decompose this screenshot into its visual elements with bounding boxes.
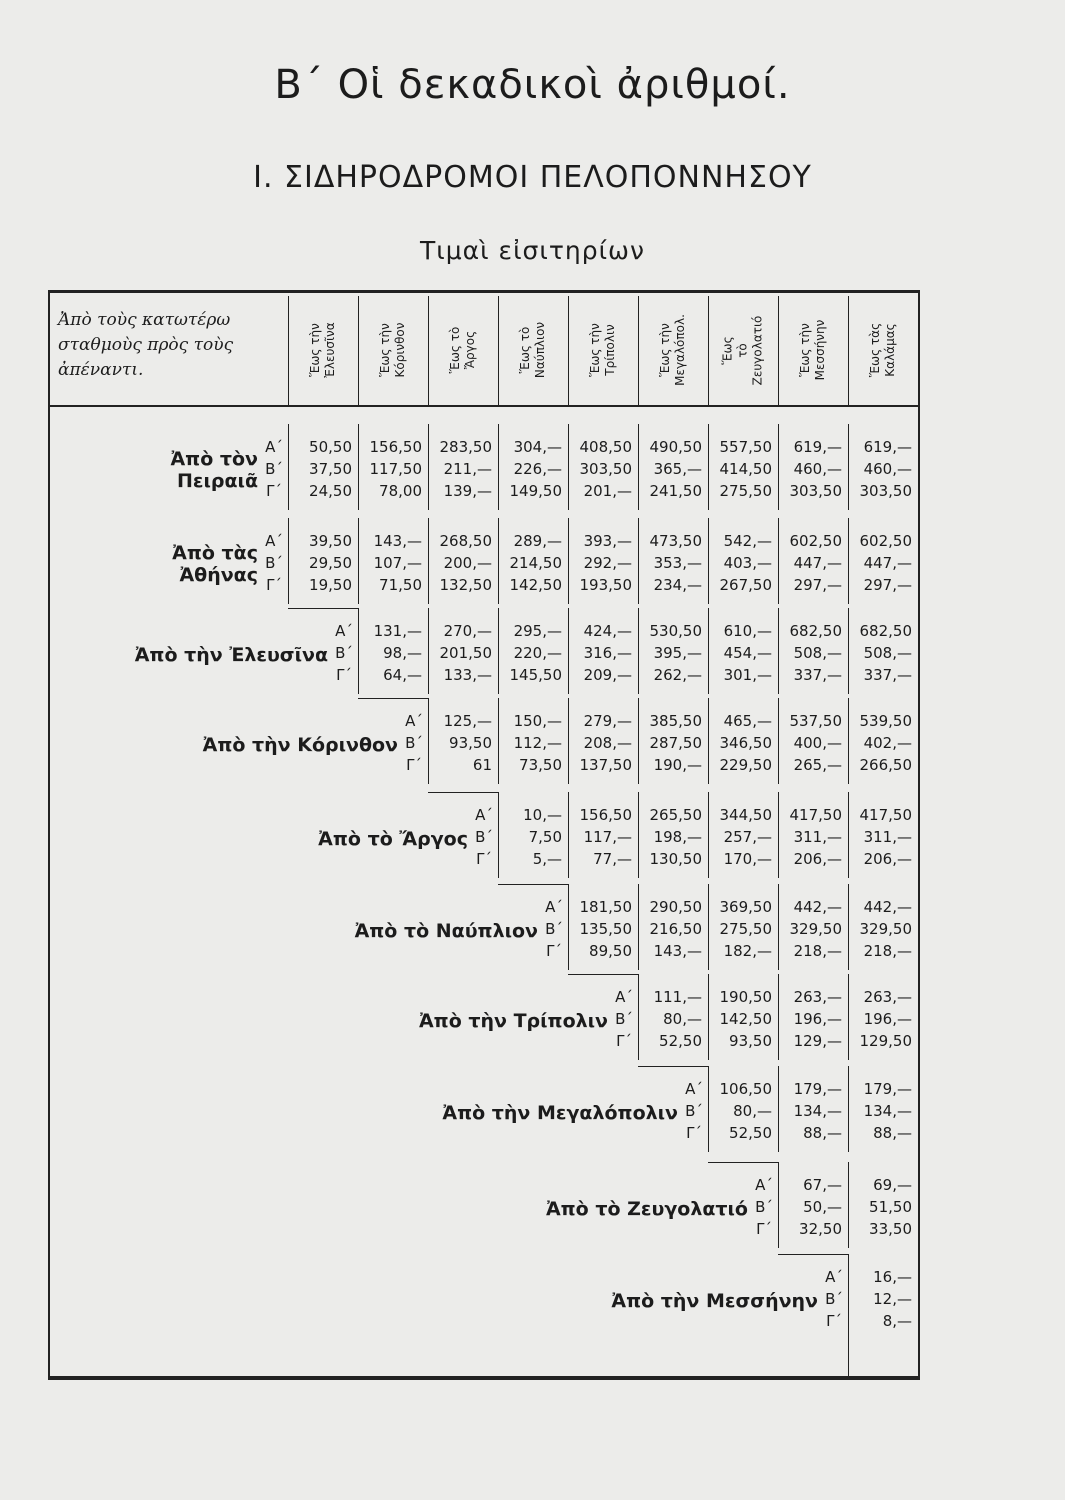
fare-cell: 93,50: [729, 1032, 772, 1050]
staircase-step: [568, 974, 638, 975]
fare-cell: 112,—: [513, 734, 562, 752]
class-label: Α΄: [265, 438, 283, 456]
fare-cell: 196,—: [863, 1010, 912, 1028]
class-label: Α΄: [265, 532, 283, 550]
fare-cell: 208,—: [583, 734, 632, 752]
fare-cell: 64,—: [383, 666, 422, 684]
fare-cell: 142,50: [509, 576, 562, 594]
fare-cell: 134,—: [793, 1102, 842, 1120]
fare-cell: 52,50: [659, 1032, 702, 1050]
fare-cell: 619,—: [793, 438, 842, 456]
fare-cell: 77,—: [593, 850, 632, 868]
fare-cell: 216,50: [649, 920, 702, 938]
fare-cell: 400,—: [793, 734, 842, 752]
fare-cell: 369,50: [719, 898, 772, 916]
fare-cell: 262,—: [653, 666, 702, 684]
fare-cell: 7,50: [528, 828, 562, 846]
fare-cell: 111,—: [653, 988, 702, 1006]
fare-cell: 539,50: [859, 712, 912, 730]
fare-cell: 454,—: [723, 644, 772, 662]
fare-cell: 353,—: [653, 554, 702, 572]
class-label: Β΄: [825, 1290, 843, 1308]
fare-cell: 344,50: [719, 806, 772, 824]
column-divider: [778, 296, 779, 406]
column-header: [780, 296, 846, 404]
fare-cell: 150,—: [513, 712, 562, 730]
fare-cell: 316,—: [583, 644, 632, 662]
fare-cell: 337,—: [863, 666, 912, 684]
fare-cell: 265,—: [793, 756, 842, 774]
fare-cell: 290,50: [649, 898, 702, 916]
fare-cell: 311,—: [793, 828, 842, 846]
fare-cell: 88,—: [803, 1124, 842, 1142]
fare-cell: 129,50: [859, 1032, 912, 1050]
fare-cell: 283,50: [439, 438, 492, 456]
fare-cell: 209,—: [583, 666, 632, 684]
column-header: [570, 296, 636, 404]
fare-cell: 52,50: [729, 1124, 772, 1142]
fare-cell: 417,50: [789, 806, 842, 824]
fare-cell: 32,50: [799, 1220, 842, 1238]
fare-cell: 206,—: [863, 850, 912, 868]
fare-cell: 179,—: [863, 1080, 912, 1098]
header-divider: [48, 405, 920, 407]
class-label: Α΄: [475, 806, 493, 824]
fare-cell: 490,50: [649, 438, 702, 456]
fare-cell: 98,—: [383, 644, 422, 662]
fare-cell: 442,—: [793, 898, 842, 916]
fare-cell: 193,50: [579, 576, 632, 594]
fare-cell: 408,50: [579, 438, 632, 456]
fare-cell: 537,50: [789, 712, 842, 730]
fare-cell: 218,—: [793, 942, 842, 960]
fare-cell: 156,50: [369, 438, 422, 456]
origin-station: Ἀπὸ τὴν Τρίπολιν: [418, 1010, 608, 1032]
class-label: Α΄: [685, 1080, 703, 1098]
fare-cell: 69,—: [873, 1176, 912, 1194]
fare-cell: 417,50: [859, 806, 912, 824]
fare-cell: 190,—: [653, 756, 702, 774]
staircase-step: [638, 1066, 708, 1067]
fare-cell: 33,50: [869, 1220, 912, 1238]
fare-cell: 139,—: [443, 482, 492, 500]
fare-cell: 50,50: [309, 438, 352, 456]
column-header-label: Ἕως τὴν Τρίπολιν: [588, 323, 617, 377]
staircase-step: [428, 792, 498, 793]
fare-cell: 129,—: [793, 1032, 842, 1050]
fare-cell: 301,—: [723, 666, 772, 684]
fare-cell: 263,—: [793, 988, 842, 1006]
class-label: Β΄: [755, 1198, 773, 1216]
class-label: Β΄: [545, 920, 563, 938]
class-label: Γ΄: [686, 1124, 702, 1142]
fare-cell: 73,50: [519, 756, 562, 774]
fare-cell: 393,—: [583, 532, 632, 550]
class-label: Γ΄: [476, 850, 492, 868]
fare-cell: 182,—: [723, 942, 772, 960]
origin-station: Ἀπὸ τὴν Μεσσήνην: [611, 1290, 818, 1312]
fare-cell: 304,—: [513, 438, 562, 456]
fare-cell: 447,—: [863, 554, 912, 572]
column-divider: [568, 296, 569, 406]
fare-cell: 206,—: [793, 850, 842, 868]
page-title: Β΄ Οἱ δεκαδικοὶ ἀριθμοί.: [274, 62, 791, 108]
fare-cell: 414,50: [719, 460, 772, 478]
fare-cell: 402,—: [863, 734, 912, 752]
fare-cell: 181,50: [579, 898, 632, 916]
fare-cell: 602,50: [859, 532, 912, 550]
fare-cell: 131,—: [373, 622, 422, 640]
fare-cell: 80,—: [663, 1010, 702, 1028]
origin-station: Ἀπὸ τὸν Πειραιᾶ: [170, 448, 258, 492]
section-title: Ι. ΣΙΔΗΡΟΔΡΟΜΟΙ ΠΕΛΟΠΟΝΝΗΣΟΥ: [253, 160, 812, 195]
column-header-label: Ἕως τὴν Μεσσήνην: [798, 319, 827, 381]
class-label: Α΄: [335, 622, 353, 640]
fare-cell: 39,50: [309, 532, 352, 550]
class-label: Γ΄: [826, 1312, 842, 1330]
class-label: Γ΄: [616, 1032, 632, 1050]
class-label: Α΄: [405, 712, 423, 730]
fare-cell: 198,—: [653, 828, 702, 846]
staircase-step: [778, 1254, 848, 1255]
fare-cell: 200,—: [443, 554, 492, 572]
column-divider: [498, 296, 499, 406]
class-label: Β΄: [405, 734, 423, 752]
fare-cell: 156,50: [579, 806, 632, 824]
class-label: Β΄: [615, 1010, 633, 1028]
fare-cell: 125,—: [443, 712, 492, 730]
fare-cell: 346,50: [719, 734, 772, 752]
fare-cell: 16,—: [873, 1268, 912, 1286]
class-label: Β΄: [685, 1102, 703, 1120]
fare-cell: 88,—: [873, 1124, 912, 1142]
fare-cell: 447,—: [793, 554, 842, 572]
origin-station: Ἀπὸ τὰς Ἀθήνας: [172, 542, 258, 586]
fare-cell: 170,—: [723, 850, 772, 868]
fare-cell: 270,—: [443, 622, 492, 640]
column-header-label: Ἕως τὸ Ἄργος: [448, 326, 477, 374]
fare-cell: 190,50: [719, 988, 772, 1006]
fare-cell: 460,—: [863, 460, 912, 478]
column-header-label: Ἕως τὰς Καλάμας: [868, 322, 897, 378]
column-header-label: Ἕως τὴν Κόρινθον: [378, 322, 407, 378]
fare-cell: 135,50: [579, 920, 632, 938]
fare-cell: 292,—: [583, 554, 632, 572]
fare-cell: 78,00: [379, 482, 422, 500]
fare-cell: 80,—: [733, 1102, 772, 1120]
column-header-label: Ἕως τὴν Ἐλευσῖνα: [308, 322, 337, 378]
column-divider: [638, 296, 639, 406]
fare-cell: 297,—: [793, 576, 842, 594]
fare-cell: 329,50: [789, 920, 842, 938]
fare-cell: 385,50: [649, 712, 702, 730]
fare-cell: 37,50: [309, 460, 352, 478]
origin-station: Ἀπὸ τὸ Ζευγολατιό: [545, 1198, 748, 1220]
class-label: Γ΄: [546, 942, 562, 960]
fare-cell: 329,50: [859, 920, 912, 938]
origin-station: Ἀπὸ τὸ Ἄργος: [318, 828, 468, 850]
fare-cell: 229,50: [719, 756, 772, 774]
class-label: Γ΄: [756, 1220, 772, 1238]
fare-cell: 143,—: [373, 532, 422, 550]
fare-cell: 196,—: [793, 1010, 842, 1028]
fare-cell: 29,50: [309, 554, 352, 572]
column-divider: [848, 296, 849, 406]
fare-cell: 117,50: [369, 460, 422, 478]
fare-cell: 61: [472, 756, 492, 774]
fare-cell: 279,—: [583, 712, 632, 730]
class-label: Γ΄: [336, 666, 352, 684]
fare-cell: 263,—: [863, 988, 912, 1006]
fare-cell: 214,50: [509, 554, 562, 572]
fare-cell: 137,50: [579, 756, 632, 774]
fare-cell: 287,50: [649, 734, 702, 752]
fare-cell: 275,50: [719, 920, 772, 938]
fare-cell: 268,50: [439, 532, 492, 550]
fare-cell: 365,—: [653, 460, 702, 478]
fare-cell: 218,—: [863, 942, 912, 960]
fare-cell: 508,—: [863, 644, 912, 662]
fare-cell: 179,—: [793, 1080, 842, 1098]
fare-cell: 5,—: [532, 850, 562, 868]
table-subtitle: Τιμαὶ εἰσιτηρίων: [420, 236, 645, 265]
staircase-step: [288, 608, 358, 609]
fare-cell: 303,50: [579, 460, 632, 478]
fare-cell: 303,50: [859, 482, 912, 500]
fare-cell: 460,—: [793, 460, 842, 478]
fare-cell: 67,—: [803, 1176, 842, 1194]
fare-cell: 24,50: [309, 482, 352, 500]
column-divider: [708, 296, 709, 406]
fare-cell: 145,50: [509, 666, 562, 684]
staircase-step: [708, 1162, 778, 1163]
fare-cell: 442,—: [863, 898, 912, 916]
fare-cell: 10,—: [523, 806, 562, 824]
column-header-label: Ἕως τὸ Ναύπλιον: [518, 321, 547, 379]
fare-cell: 265,50: [649, 806, 702, 824]
fare-cell: 143,—: [653, 942, 702, 960]
fare-cell: 508,—: [793, 644, 842, 662]
class-label: Β΄: [265, 460, 283, 478]
fare-cell: 19,50: [309, 576, 352, 594]
class-label: Γ΄: [266, 576, 282, 594]
column-divider: [358, 296, 359, 406]
fare-cell: 211,—: [443, 460, 492, 478]
column-divider: [288, 296, 289, 406]
corner-header: Ἀπὸ τοὺς κατωτέρω σταθμοὺς πρὸς τοὺς ἀπέναντι.: [58, 310, 234, 380]
column-header: [850, 296, 916, 404]
fare-cell: 610,—: [723, 622, 772, 640]
fare-cell: 266,50: [859, 756, 912, 774]
fare-cell: 201,50: [439, 644, 492, 662]
column-header: [360, 296, 426, 404]
fare-cell: 297,—: [863, 576, 912, 594]
staircase-step: [358, 698, 428, 699]
fare-cell: 226,—: [513, 460, 562, 478]
column-header: [290, 296, 356, 404]
fare-cell: 295,—: [513, 622, 562, 640]
fare-cell: 424,—: [583, 622, 632, 640]
fare-cell: 201,—: [583, 482, 632, 500]
column-header: [500, 296, 566, 404]
fare-cell: 71,50: [379, 576, 422, 594]
class-label: Γ΄: [266, 482, 282, 500]
fare-cell: 8,—: [882, 1312, 912, 1330]
fare-cell: 395,—: [653, 644, 702, 662]
fare-cell: 465,—: [723, 712, 772, 730]
column-header: [430, 296, 496, 404]
origin-station: Ἀπὸ τὴν Κόρινθον: [202, 734, 398, 756]
fare-cell: 275,50: [719, 482, 772, 500]
fare-cell: 107,—: [373, 554, 422, 572]
class-label: Α΄: [545, 898, 563, 916]
fare-cell: 149,50: [509, 482, 562, 500]
fare-cell: 403,—: [723, 554, 772, 572]
fare-cell: 241,50: [649, 482, 702, 500]
fare-cell: 311,—: [863, 828, 912, 846]
column-header: [640, 296, 706, 404]
fare-cell: 106,50: [719, 1080, 772, 1098]
fare-cell: 619,—: [863, 438, 912, 456]
fare-cell: 132,50: [439, 576, 492, 594]
fare-cell: 50,—: [803, 1198, 842, 1216]
column-divider: [428, 296, 429, 406]
class-label: Α΄: [825, 1268, 843, 1286]
origin-station: Ἀπὸ τὴν Ἐλευσῖνα: [134, 644, 328, 666]
class-label: Β΄: [265, 554, 283, 572]
fare-cell: 51,50: [869, 1198, 912, 1216]
fare-cell: 602,50: [789, 532, 842, 550]
fare-cell: 303,50: [789, 482, 842, 500]
origin-station: Ἀπὸ τὴν Μεγαλόπολιν: [442, 1102, 678, 1124]
fare-cell: 267,50: [719, 576, 772, 594]
fare-cell: 234,—: [653, 576, 702, 594]
column-header-label: Ἕως τὸ Ζευγολατιό: [720, 315, 765, 385]
class-label: Α΄: [615, 988, 633, 1006]
origin-station: Ἀπὸ τὸ Ναύπλιον: [354, 920, 538, 942]
class-label: Β΄: [335, 644, 353, 662]
fare-cell: 257,—: [723, 828, 772, 846]
fare-cell: 89,50: [589, 942, 632, 960]
fare-cell: 337,—: [793, 666, 842, 684]
fare-cell: 289,—: [513, 532, 562, 550]
fare-cell: 133,—: [443, 666, 492, 684]
fare-cell: 93,50: [449, 734, 492, 752]
fare-cell: 12,—: [873, 1290, 912, 1308]
fare-cell: 542,—: [723, 532, 772, 550]
column-header: [710, 296, 776, 404]
staircase-step: [498, 884, 568, 885]
fare-cell: 473,50: [649, 532, 702, 550]
column-header-label: Ἕως τὴν Μεγαλόπολ.: [658, 314, 687, 386]
fare-cell: 130,50: [649, 850, 702, 868]
class-label: Β΄: [475, 828, 493, 846]
fare-cell: 220,—: [513, 644, 562, 662]
class-label: Γ΄: [406, 756, 422, 774]
fare-cell: 682,50: [859, 622, 912, 640]
class-label: Α΄: [755, 1176, 773, 1194]
fare-cell: 142,50: [719, 1010, 772, 1028]
fare-cell: 682,50: [789, 622, 842, 640]
column-divider: [848, 1340, 849, 1380]
fare-cell: 117,—: [583, 828, 632, 846]
fare-cell: 557,50: [719, 438, 772, 456]
fare-cell: 134,—: [863, 1102, 912, 1120]
fare-cell: 530,50: [649, 622, 702, 640]
